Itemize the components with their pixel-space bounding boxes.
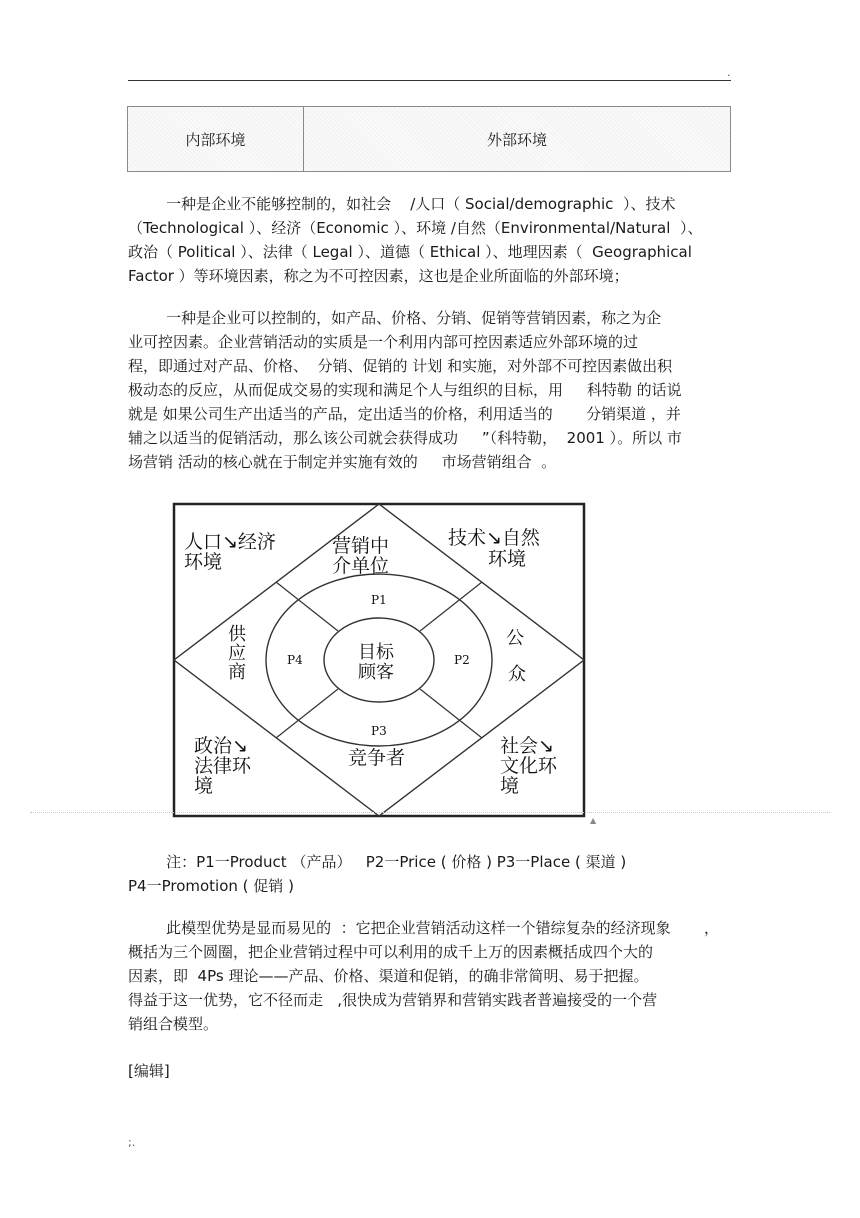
- left-diamond-char: 商: [228, 662, 246, 683]
- paragraph-line: 辅之以适当的促销活动，那么该公司就会获得成功 ”（科特勒， 2001 ）。所以 市: [128, 429, 682, 447]
- paragraph-line: 一种是企业不能够控制的，如社会 /人口（ Social/demographic ）、技术: [128, 195, 676, 213]
- header-marker: .: [727, 66, 731, 79]
- marketing-mix-diagram: [170, 500, 591, 830]
- corner-bottom-right-line: 文化环: [500, 755, 558, 777]
- paragraph-line: 销组合模型。: [128, 1015, 219, 1033]
- summary-paragraph: [128, 916, 748, 1036]
- paragraph-line: 场营销 活动的核心就在于制定并实施有效的 市场营销组合 。: [128, 453, 557, 471]
- paragraph-line: 因素，即 4Ps 理论——产品、价格、渠道和促销，的确非常简明、易于把握。: [128, 967, 649, 985]
- footer-marker: ;.: [128, 1136, 136, 1149]
- edit-link[interactable]: [编辑]: [128, 1062, 170, 1080]
- paragraph-line: 一种是企业可以控制的，如产品、价格、分销、促销等营销因素，称之为企: [128, 309, 662, 327]
- note-line: 注：P1一Product （产品） P2一Price ( 价格 ) P3一Place ( 渠道 ): [128, 853, 627, 871]
- external-environment-cell: 外部环境: [304, 107, 731, 172]
- corner-top-left-line: 环境: [184, 551, 223, 573]
- paragraph-line: 极动态的反应，从而促成交易的实现和满足个人与组织的目标，用 科特勒 的话说: [128, 381, 682, 399]
- note-line: P4一Promotion ( 促销 ): [128, 877, 294, 895]
- corner-top-right-line: 技术↘自然: [448, 527, 540, 549]
- uncontrollable-factors-paragraph: [128, 192, 728, 288]
- corner-top-left-line: 人口↘经济: [184, 531, 276, 553]
- corner-bottom-left-line: 政治↘: [194, 735, 248, 757]
- left-diamond-char: 供: [228, 624, 246, 645]
- top-diamond-line: 介单位: [332, 555, 390, 577]
- controllable-factors-paragraph: [128, 306, 728, 474]
- paragraph-line: Factor ）等环境因素，称之为不可控因素，这也是企业所面临的外部环境；: [128, 267, 629, 285]
- small-mark: ▲: [590, 816, 597, 825]
- left-diamond-char: 应: [228, 643, 246, 664]
- paragraph-line: 概括为三个圆圈，把企业营销过程中可以利用的成千上万的因素概括成四个大的: [128, 943, 654, 961]
- p1-label: P1: [371, 593, 387, 607]
- right-diamond-char: 公: [506, 628, 524, 649]
- top-diamond-line: 营销中: [332, 535, 390, 557]
- center-label-line: 顾客: [358, 662, 394, 683]
- corner-bottom-right-line: 境: [500, 775, 520, 797]
- p2-label: P2: [454, 653, 470, 667]
- paragraph-line: 政治（ Political ）、法律（ Legal ）、道德（ Ethical ）、地理因素（ Geographical: [128, 243, 692, 261]
- diagram-note: [128, 850, 748, 898]
- corner-bottom-right-line: 社会↘: [500, 735, 554, 757]
- header-rule: [128, 80, 731, 81]
- internal-environment-cell: 内部环境: [128, 107, 304, 172]
- right-diamond-char: 众: [508, 664, 526, 685]
- paragraph-line: 得益于这一优势，它不径而走 ,很快成为营销界和营销实践者普遍接受的一个营: [128, 991, 658, 1009]
- paragraph-line: （Technological ）、经济（Economic ）、环境 /自然（Environmental/Natural ）、: [128, 219, 703, 237]
- paragraph-line: 业可控因素。企业营销活动的实质是一个利用内部可控因素适应外部环境的过: [128, 333, 639, 351]
- dotted-separator: [30, 812, 830, 813]
- paragraph-line: 就是 如果公司生产出适当的产品，定出适当的价格，利用适当的 分销渠道 ，并: [128, 405, 681, 423]
- paragraph-line: 此模型优势是显而易见的 ：它把企业营销活动这样一个错综复杂的经济现象 ，: [128, 919, 720, 937]
- paragraph-line: 程，即通过对产品、价格、 分销、促销的 计划 和实施，对外部不可控因素做出积: [128, 357, 673, 375]
- corner-bottom-left-line: 法律环: [194, 755, 252, 777]
- corner-top-right-line: 环境: [488, 548, 527, 570]
- p3-label: P3: [371, 724, 387, 738]
- center-label-line: 目标: [358, 642, 394, 663]
- environment-table: [127, 106, 731, 172]
- corner-bottom-left-line: 境: [194, 775, 214, 797]
- p4-label: P4: [287, 653, 303, 667]
- bottom-diamond-label: 竞争者: [348, 747, 406, 769]
